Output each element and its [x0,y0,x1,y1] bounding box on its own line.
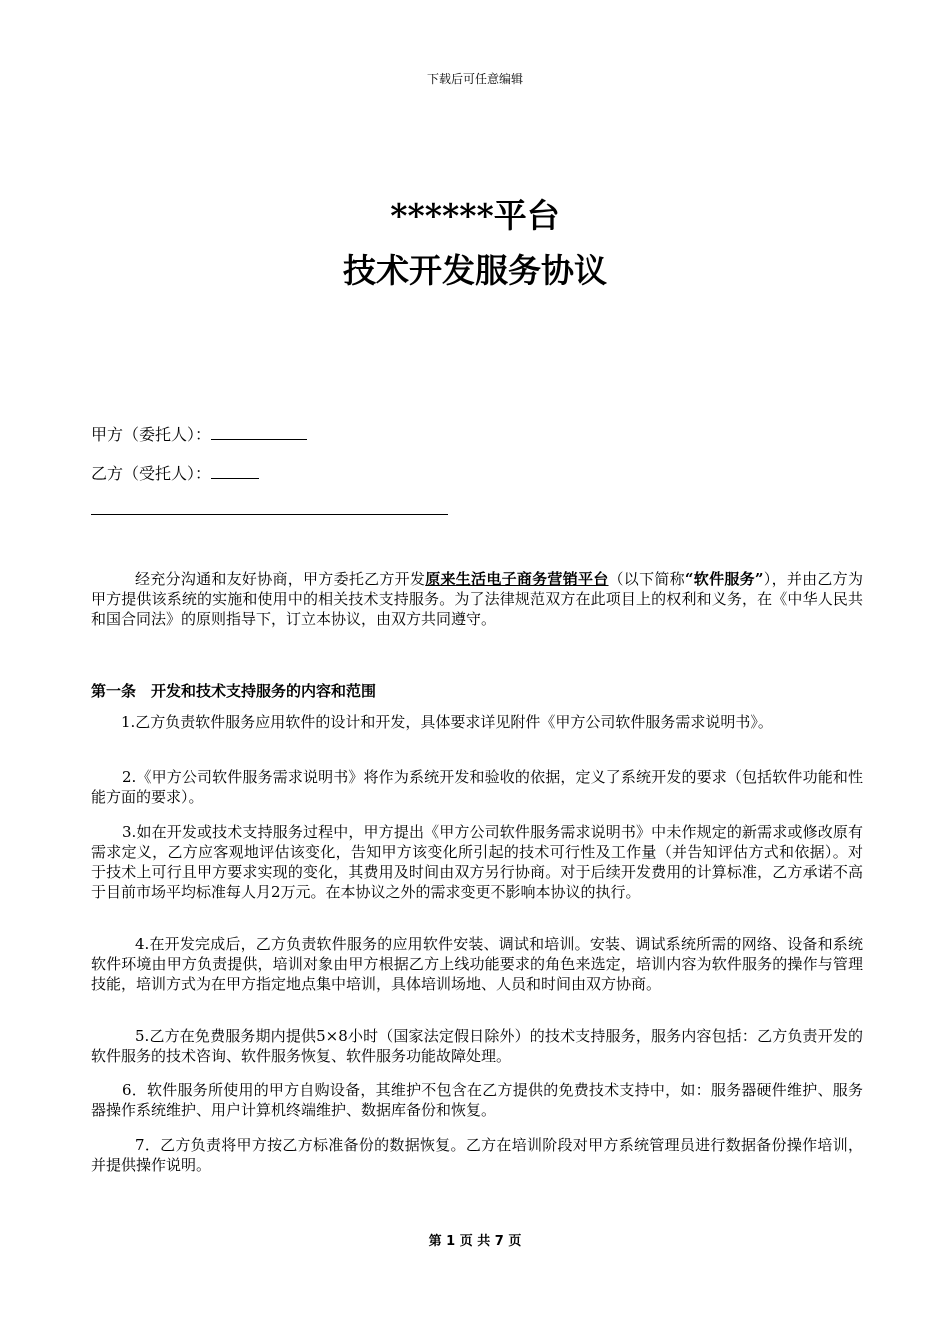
platform-name: 原来生活电子商务营销平台 [425,570,609,588]
clause-item-2: 2.《甲方公司软件服务需求说明书》将作为系统开发和验收的依据，定义了系统开发的要求（包括软件功能和性能方面的要求）。 [91,768,863,806]
party-b-line [91,461,259,484]
party-a-label: 甲方（委托人）： [91,425,212,444]
party-a-blank [211,423,307,440]
clause-item-7: 7．乙方负责将甲方按乙方标准备份的数据恢复。乙方在培训阶段对甲方系统管理员进行数据备份操作培训，并提供操作说明。 [91,1136,863,1174]
clause-item-4: 4.在开发完成后，乙方负责软件服务的应用软件安装、调试和培训。安装、调试系统所需的网络、设备和系统软件环境由甲方负责提供，培训对象由甲方根据乙方上线功能要求的角色来选定，培训内容为软件服务的操作与管理技能，培训方式为在甲方指定地点集中培训，具体培训场地、人员和时间由双方协商。 [91,935,863,993]
intro-part-2: （以下简称 [608,570,685,588]
page-footer: 第 1 页 共 7 页 [428,1234,522,1249]
document-title-line-1: ******平台 [390,196,560,235]
intro-part-3: ），并由乙方为甲方提供该系统的实施和使用中的相关技术支持服务。为了法律规范双方在此项目上的权利和义务，在《中华人民共和国合同法》的原则指导下，订立本协议，由双方共同遵守。 [91,570,863,628]
intro-part-1: 经充分沟通和友好协商，甲方委托乙方开发 [135,570,426,588]
clause-item-3: 3.如在开发或技术支持服务过程中，甲方提出《甲方公司软件服务需求说明书》中未作规定的新需求或修改原有需求定义，乙方应客观地评估该变化，告知甲方该变化所引起的技术可行性及工作量（并告知评估方式和依据）。对于技术上可行且甲方要求实现的变化，其费用及时间由双方另行协商。对于后续开发费用的计算标准，乙方承诺不高于目前市场平均标准每人月2万元。在本协议之外的需求变更不影响本协议的执行。 [91,823,863,901]
document-title-line-2: 技术开发服务协议 [343,251,607,290]
party-a-line [91,422,307,445]
clause-item-5: 5.乙方在免费服务期内提供5×8小时（国家法定假日除外）的技术支持服务，服务内容包括：乙方负责开发的软件服务的技术咨询、软件服务恢复、软件服务功能故障处理。 [91,1027,863,1065]
clause-item-6: 6．软件服务所使用的甲方自购设备，其维护不包含在乙方提供的免费技术支持中，如：服务器硬件维护、服务器操作系统维护、用户计算机终端维护、数据库备份和恢复。 [91,1081,863,1119]
party-b-label: 乙方（受托人）： [91,464,212,483]
intro-paragraph [91,569,863,629]
section-1-title: 第一条 开发和技术支持服务的内容和范围 [91,682,377,700]
clause-item-1: 1.乙方负责软件服务应用软件的设计和开发，具体要求详见附件《甲方公司软件服务需求说明书》。 [121,713,773,731]
party-b-blank [211,462,259,479]
short-name: “软件服务” [684,570,764,588]
separator-line [91,514,448,515]
header-note: 下载后可任意编辑 [426,72,523,86]
